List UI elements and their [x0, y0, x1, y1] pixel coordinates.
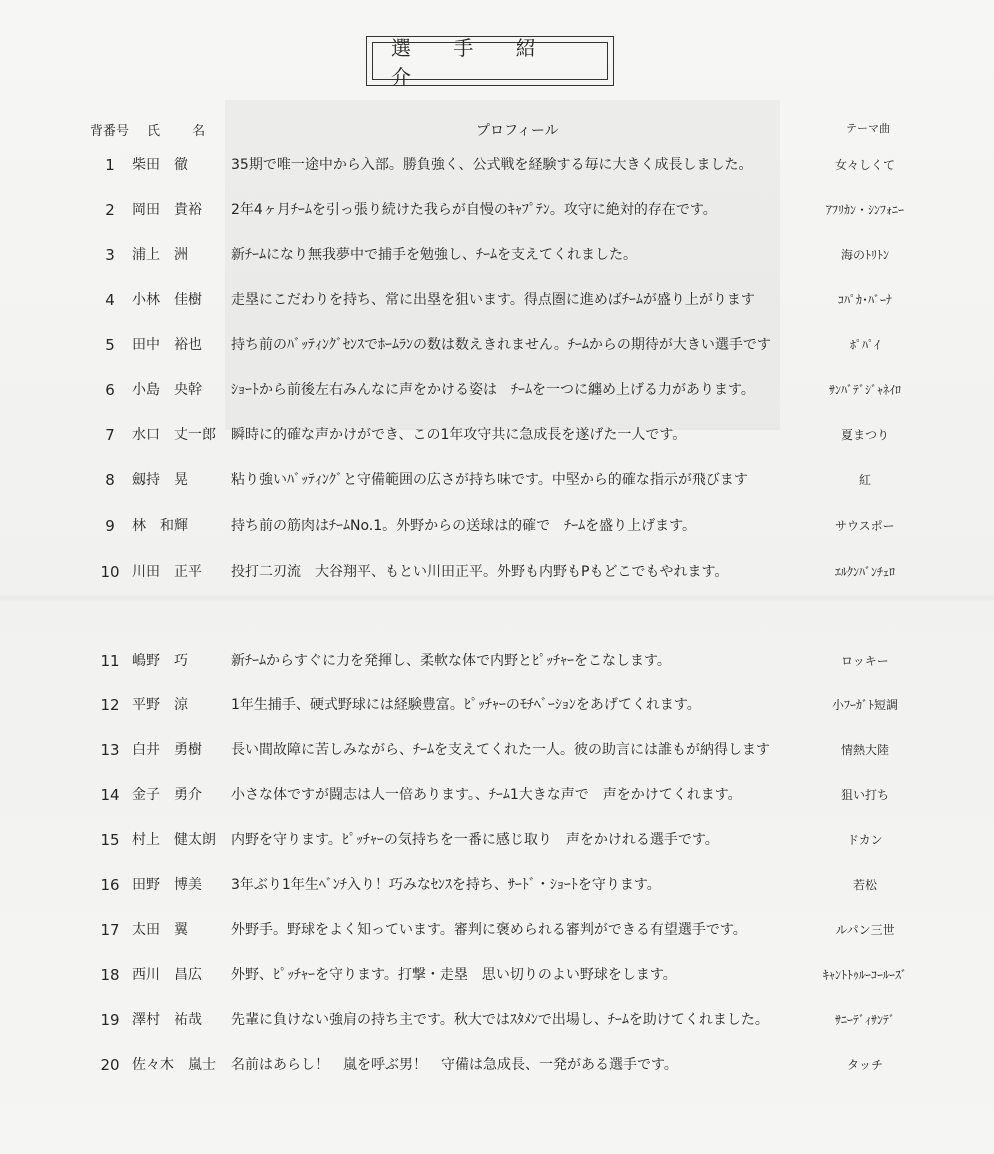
header-theme: テーマ曲 — [846, 122, 890, 135]
paper-fold-line — [0, 594, 994, 602]
player-theme-song: 若松 — [853, 878, 878, 892]
player-theme-song: ｱﾌﾘｶﾝ・ｼﾝﾌｫﾆｰ — [826, 203, 905, 217]
player-theme-song: ｴﾙｸﾝﾊﾞﾝﾁｪﾛ — [835, 565, 896, 579]
player-row — [0, 153, 994, 177]
player-name: 佐々木 嵐士 — [132, 1057, 216, 1073]
player-number: 13 — [100, 741, 120, 759]
player-profile: 内野を守ります。ﾋﾟｯﾁｬｰの気持ちを一番に感じ取り 声をかけれる選手です。 — [231, 832, 719, 848]
player-profile: 瞬時に的確な声かけができ、この1年攻守共に急成長を遂げた一人です。 — [231, 427, 687, 443]
header-name: 氏 名 — [147, 124, 220, 139]
player-row — [0, 873, 994, 897]
header-profile: プロフィール — [476, 123, 559, 139]
player-theme-song: ドカン — [847, 833, 883, 847]
player-number: 17 — [100, 921, 120, 939]
player-name: 田野 博美 — [132, 877, 202, 893]
player-number: 7 — [105, 426, 115, 444]
title-frame — [366, 36, 614, 89]
player-row — [0, 783, 994, 807]
player-profile: 名前はあらし！ 嵐を呼ぶ男！ 守備は急成長、一発がある選手です。 — [231, 1057, 678, 1073]
player-theme-song: 情熱大陸 — [841, 743, 890, 757]
player-profile: 外野手。野球をよく知っています。審判に褒められる審判ができる有望選手です。 — [231, 922, 747, 938]
player-name: 澤村 祐哉 — [132, 1012, 202, 1028]
header-number: 背番号 — [90, 124, 130, 139]
player-name: 西川 昌広 — [132, 967, 202, 983]
player-row — [0, 1053, 994, 1077]
player-name: 柴田 徹 — [132, 157, 188, 173]
player-profile: 小さな体ですが闘志は人一倍あります。、ﾁｰﾑ1大きな声で 声をかけてくれます。 — [231, 787, 742, 803]
player-name: 小林 佳樹 — [132, 292, 202, 308]
player-row — [0, 378, 994, 402]
player-profile: 35期で唯一途中から入部。勝負強く、公式戦を経験する毎に大きく成長しました。 — [231, 157, 753, 173]
player-profile: 先輩に負けない強肩の持ち主です。秋大ではｽﾀﾒﾝで出場し、ﾁｰﾑを助けてくれました。 — [231, 1012, 769, 1028]
player-number: 20 — [100, 1056, 120, 1074]
player-theme-song: 紅 — [859, 473, 872, 487]
player-row — [0, 288, 994, 312]
player-row — [0, 693, 994, 717]
player-number: 6 — [105, 381, 115, 399]
player-row — [0, 828, 994, 852]
player-name: 川田 正平 — [132, 564, 202, 580]
player-name: 林 和輝 — [132, 518, 188, 534]
player-number: 18 — [100, 966, 120, 984]
player-number: 15 — [100, 831, 120, 849]
player-number: 19 — [100, 1011, 120, 1029]
player-theme-song: 狙い打ち — [841, 788, 890, 802]
player-row — [0, 514, 994, 538]
player-name: 平野 涼 — [132, 697, 188, 713]
player-row — [0, 738, 994, 762]
player-theme-song: ｷｬﾝﾄﾄｩﾙｰｺｰﾙｰｽﾞ — [823, 968, 908, 982]
player-theme-song: 女々しくて — [835, 158, 896, 172]
player-theme-song: ロッキー — [841, 654, 889, 668]
player-profile: 3年ぶり1年生ﾍﾞﾝﾁ入り！巧みなｾﾝｽを持ち、ｻｰﾄﾞ・ｼｮｰﾄを守ります。 — [231, 877, 661, 893]
player-name: 白井 勇樹 — [132, 742, 202, 758]
player-profile: 投打二刃流 大谷翔平、もとい川田正平。外野も内野もPもどこでもやれます。 — [231, 564, 729, 580]
player-number: 2 — [105, 201, 115, 219]
player-theme-song: ｺﾊﾟｶ･ﾊﾞｰﾅ — [838, 293, 893, 307]
player-row — [0, 333, 994, 357]
player-theme-song: ルパン三世 — [835, 923, 895, 937]
player-number: 10 — [100, 563, 120, 581]
player-row — [0, 198, 994, 222]
player-number: 9 — [105, 517, 115, 535]
player-theme-song: 小ﾌｰｶﾞﾄ短調 — [832, 698, 899, 712]
player-number: 11 — [100, 652, 120, 670]
player-profile: 新ﾁｰﾑからすぐに力を発揮し、柔軟な体で内野とﾋﾟｯﾁｬｰをこなします。 — [231, 653, 671, 669]
player-profile: 持ち前の筋肉はﾁｰﾑNo.1。外野からの送球は的確で ﾁｰﾑを盛り上げます。 — [231, 518, 697, 534]
player-number: 5 — [105, 336, 115, 354]
player-row — [0, 649, 994, 673]
title-frame-inner — [372, 36, 608, 89]
player-number: 8 — [105, 471, 115, 489]
player-profile: ｼｮｰﾄから前後左右みんなに声をかける姿は ﾁｰﾑを一つに纏め上げる力があります。 — [231, 382, 755, 398]
player-name: 村上 健太朗 — [132, 832, 216, 848]
player-profile: 粘り強いﾊﾞｯﾃｨﾝｸﾞと守備範囲の広さが持ち味です。中堅から的確な指示が飛びます — [231, 472, 748, 488]
player-profile: 新ﾁｰﾑになり無我夢中で捕手を勉強し、ﾁｰﾑを支えてくれました。 — [231, 247, 637, 263]
player-number: 12 — [100, 696, 120, 714]
player-name: 水口 丈一郎 — [132, 427, 216, 443]
player-row — [0, 918, 994, 942]
player-row — [0, 468, 994, 492]
player-theme-song: 海のﾄﾘﾄﾝ — [841, 248, 890, 262]
player-name: 岡田 貴裕 — [132, 202, 202, 218]
player-theme-song: ﾎﾟﾊﾟｲ — [850, 338, 881, 352]
player-name: 小島 央幹 — [132, 382, 202, 398]
player-name: 嶋野 巧 — [132, 653, 188, 669]
player-profile: 長い間故障に苦しみながら、ﾁｰﾑを支えてくれた一人。彼の助言には誰もが納得します — [231, 742, 770, 758]
player-theme-song: 夏まつり — [841, 428, 890, 442]
player-number: 1 — [105, 156, 115, 174]
player-profile: 走塁にこだわりを持ち、常に出塁を狙います。得点圏に進めばﾁｰﾑが盛り上がります — [231, 292, 755, 308]
page-title: 選 手 紹 介 — [391, 36, 554, 89]
player-row — [0, 1008, 994, 1032]
player-profile: 外野、ﾋﾟｯﾁｬｰを守ります。打撃・走塁 思い切りのよい野球をします。 — [231, 967, 677, 983]
player-number: 3 — [105, 246, 115, 264]
player-name: 金子 勇介 — [132, 787, 202, 803]
player-row — [0, 243, 994, 267]
player-row — [0, 963, 994, 987]
player-name: 浦上 洲 — [132, 247, 188, 263]
player-theme-song: ｻﾆｰﾃﾞｨｻﾝﾃﾞ — [835, 1013, 896, 1027]
player-name: 劔持 晃 — [132, 472, 188, 488]
player-profile: 2年4ヶ月ﾁｰﾑを引っ張り続けた我らが自慢のｷｬﾌﾟﾃﾝ。攻守に絶対的存在です。 — [231, 202, 717, 218]
player-profile: 1年生捕手、硬式野球には経験豊富。ﾋﾟｯﾁｬｰのﾓﾁﾍﾞｰｼｮﾝをあげてくれます。 — [231, 697, 701, 713]
player-profile: 持ち前のﾊﾞｯﾃｨﾝｸﾞｾﾝｽでﾎｰﾑﾗﾝの数は数えきれません。ﾁｰﾑからの期待が大きい選手です — [231, 337, 771, 353]
player-theme-song: サウスポー — [835, 519, 895, 533]
player-number: 16 — [100, 876, 120, 894]
player-theme-song: タッチ — [847, 1058, 884, 1072]
player-name: 太田 翼 — [132, 922, 188, 938]
player-name: 田中 裕也 — [132, 337, 202, 353]
player-number: 14 — [100, 786, 120, 804]
player-theme-song: ｻﾝﾊﾞﾃﾞｼﾞｬﾈｲﾛ — [829, 383, 902, 397]
player-number: 4 — [105, 291, 115, 309]
player-row — [0, 560, 994, 584]
player-row — [0, 423, 994, 447]
